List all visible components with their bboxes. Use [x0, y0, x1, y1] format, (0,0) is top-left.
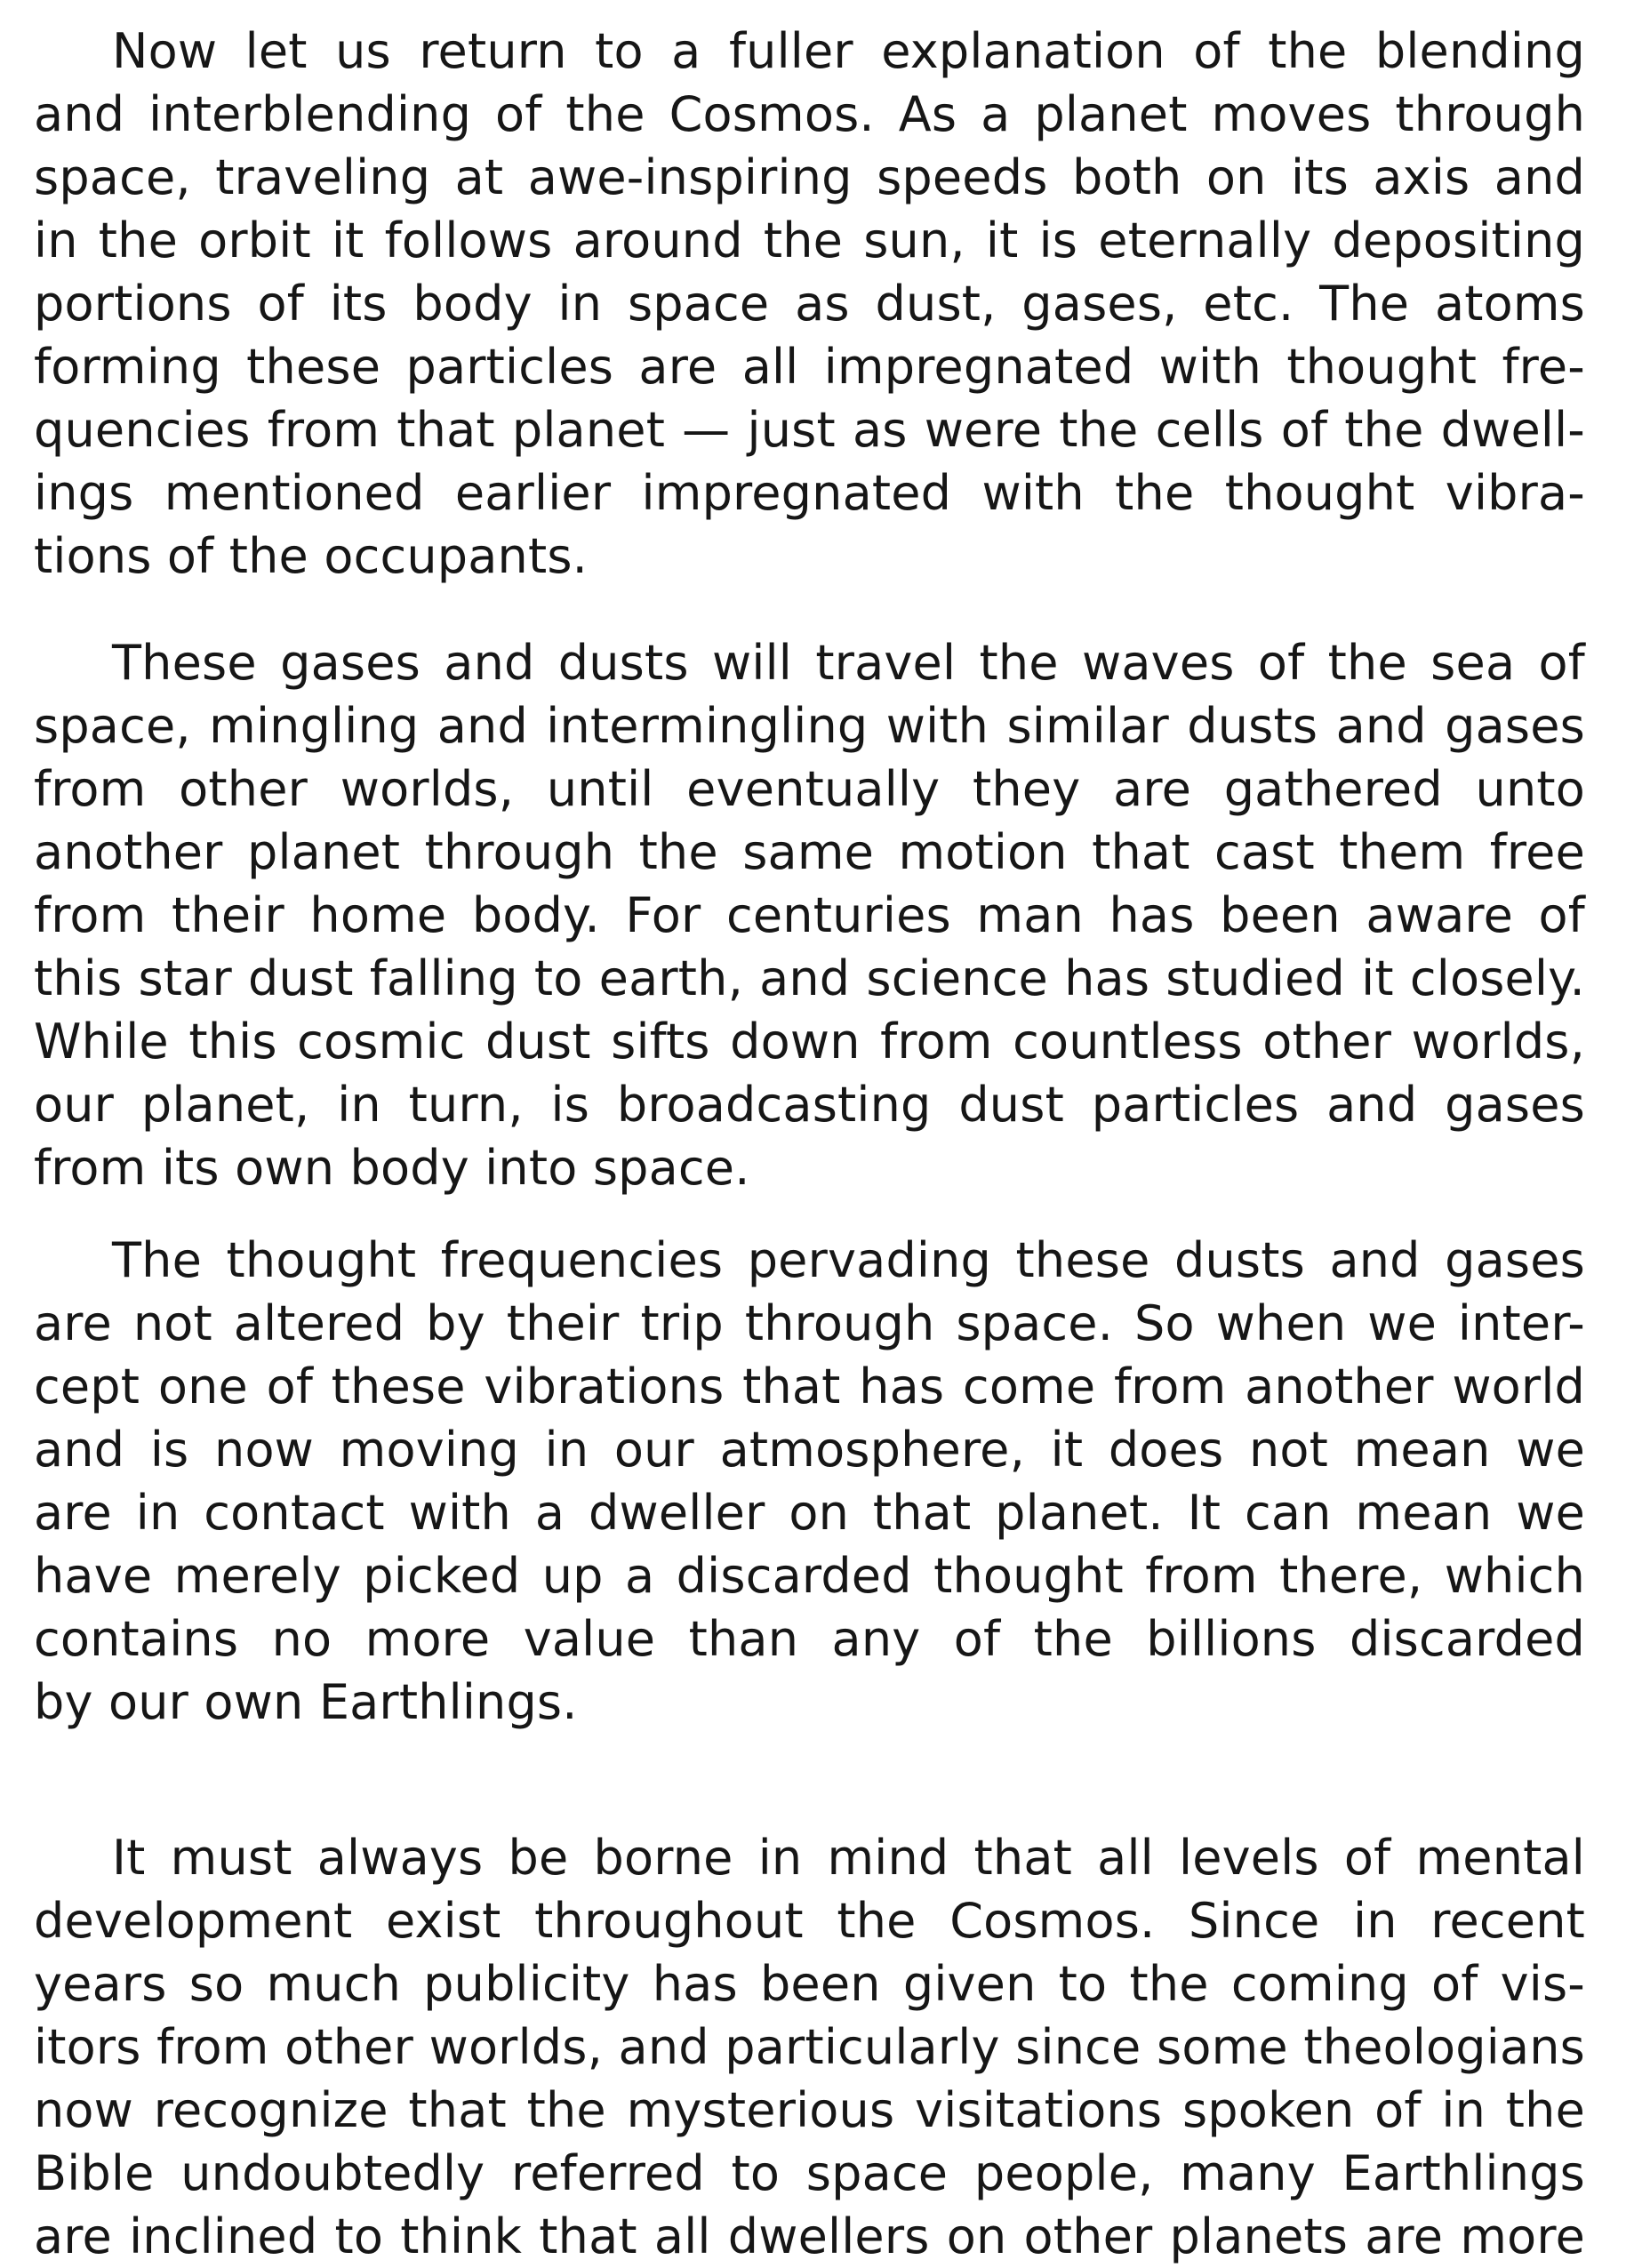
text-line: from other worlds, until eventually they are gathered unto	[34, 761, 1585, 817]
text-line: and is now moving in our atmosphere, it does not mean we	[34, 1422, 1585, 1478]
text-line: Bible undoubtedly referred to space people, many Earthlings	[34, 2145, 1585, 2201]
paragraph-thought-frequencies	[34, 1229, 1585, 1734]
text-line: from its own body into space.	[34, 1140, 750, 1196]
text-line: tions of the occupants.	[34, 528, 589, 584]
text-line: It must always be borne in mind that all levels of mental	[112, 1830, 1585, 1886]
text-line: are not altered by their trip through space. So when we inter-	[34, 1295, 1585, 1351]
text-line: While this cosmic dust sifts down from countless other worlds,	[34, 1014, 1585, 1070]
text-line: quencies from that planet — just as were the cells of the dwell-	[34, 402, 1585, 458]
text-line: These gases and dusts will travel the waves of the sea of	[112, 635, 1585, 691]
text-line: cept one of these vibrations that has come from another world	[34, 1358, 1585, 1414]
text-line: in the orbit it follows around the sun, it is eternally depositing	[34, 212, 1585, 268]
text-line: are in contact with a dweller on that planet. It can mean we	[34, 1485, 1585, 1541]
text-line: years so much publicity has been given to the coming of vis-	[34, 1956, 1585, 2012]
text-line: from their home body. For centuries man has been aware of	[34, 887, 1585, 943]
text-line: and interblending of the Cosmos. As a planet moves through	[34, 86, 1585, 142]
paragraph-cosmos-blending	[34, 20, 1585, 588]
text-line: our planet, in turn, is broadcasting dust particles and gases	[34, 1077, 1585, 1133]
text-line: space, mingling and intermingling with similar dusts and gases	[34, 698, 1585, 754]
text-line: itors from other worlds, and particularly since some theologians	[34, 2019, 1585, 2075]
text-line: by our own Earthlings.	[34, 1674, 578, 1730]
text-line: development exist throughout the Cosmos. Since in recent	[34, 1893, 1585, 1949]
paragraph-star-dust	[34, 631, 1585, 1199]
text-line: have merely picked up a discarded thought from there, which	[34, 1548, 1585, 1604]
text-line: forming these particles are all impregnated with thought fre-	[34, 339, 1585, 395]
text-line: portions of its body in space as dust, gases, etc. The atoms	[34, 276, 1585, 332]
text-line: The thought frequencies pervading these dusts and gases	[112, 1232, 1585, 1288]
text-line: this star dust falling to earth, and science has studied it closely.	[34, 950, 1585, 1006]
text-line: ings mentioned earlier impregnated with the thought vibra-	[34, 465, 1585, 521]
text-line: contains no more value than any of the billions discarded	[34, 1611, 1585, 1667]
text-line: now recognize that the mysterious visitations spoken of in the	[34, 2082, 1585, 2138]
paragraph-mental-development	[34, 1826, 1585, 2268]
text-line: are inclined to think that all dwellers on other planets are more	[34, 2208, 1585, 2264]
text-line: another planet through the same motion that cast them free	[34, 824, 1585, 880]
text-line: Now let us return to a fuller explanation of the blending	[112, 23, 1585, 79]
text-line: space, traveling at awe-inspiring speeds both on its axis and	[34, 149, 1585, 205]
